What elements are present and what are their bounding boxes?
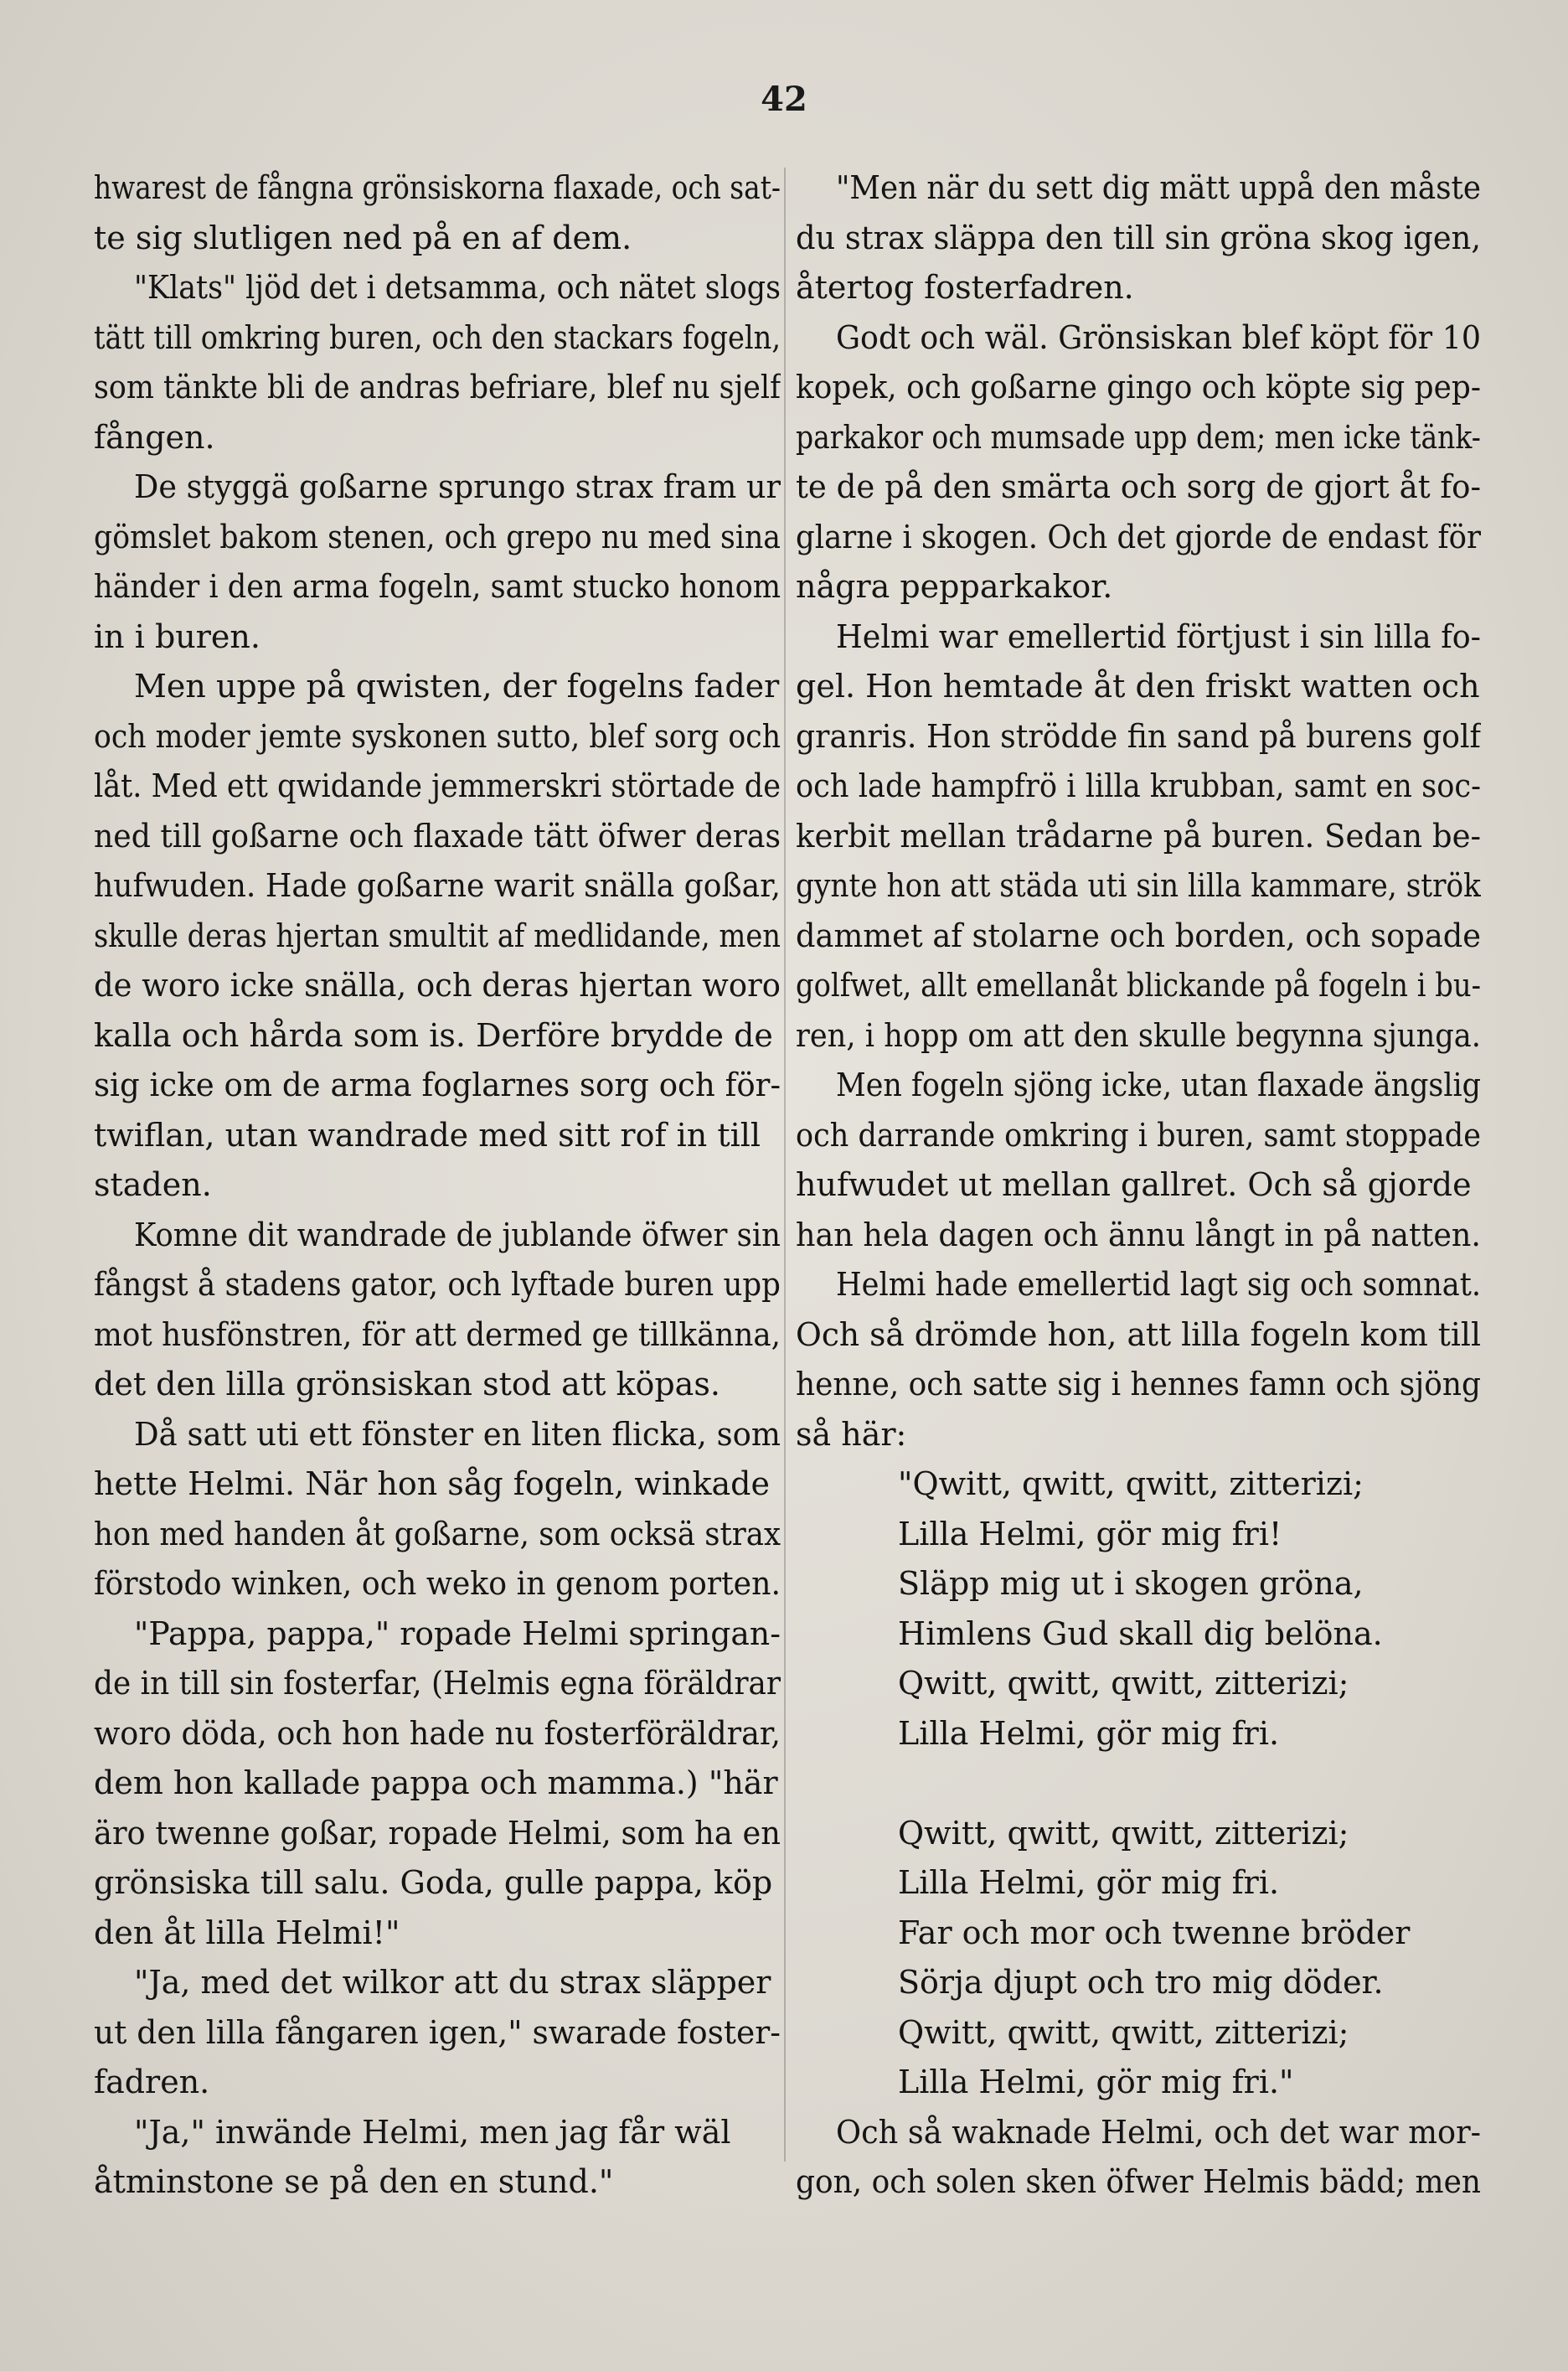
text-line: kalla och hårda som is. Derföre brydde de xyxy=(94,1016,773,1054)
text-line: han hela dagen och ännu långt in på natten. xyxy=(796,1216,1481,1253)
text-line: in i buren. xyxy=(94,617,260,655)
verse-line: Far och mor och twenne bröder xyxy=(898,1914,1411,1951)
column-divider xyxy=(784,168,786,2162)
text-line: woro döda, och hon hade nu fosterföräldrar, xyxy=(94,1714,781,1752)
text-line: sig icke om de arma foglarnes sorg och för- xyxy=(94,1067,781,1103)
text-line: golfwet, allt emellanåt blickande på fogeln i bu- xyxy=(796,967,1481,1004)
text-line: äro twenne goßar, ropade Helmi, som ha en xyxy=(94,1814,781,1852)
text-line: De styggä goßarne sprungo strax fram ur xyxy=(134,468,781,505)
text-line: ned till goßarne och flaxade tätt öfwer deras xyxy=(94,817,781,855)
verse-line: Lilla Helmi, gör mig fri. xyxy=(898,1864,1280,1901)
verse-line: "Qwitt, qwitt, qwitt, zitterizi; xyxy=(898,1465,1364,1502)
text-line: Och så waknade Helmi, och det war mor- xyxy=(836,2113,1481,2151)
text-line: twiflan, utan wandrade med sitt rof in till xyxy=(94,1116,761,1154)
text-line: staden. xyxy=(94,1166,212,1203)
text-line: låt. Med ett qwidande jemmerskri störtade de xyxy=(94,767,781,804)
verse-line: Sörja djupt och tro mig döder. xyxy=(898,1964,1384,2001)
text-line: te sig slutligen ned på en af dem. xyxy=(94,219,632,256)
text-line: som tänkte bli de andras befriare, blef nu sjelf xyxy=(94,369,781,405)
text-line: "Pappa, pappa," ropade Helmi springan- xyxy=(134,1614,781,1652)
text-line: de in till sin fosterfar, (Helmis egna föräldrar xyxy=(94,1665,781,1702)
text-line xyxy=(796,1759,1481,1809)
text-line: Godt och wäl. Grönsiskan blef köpt för 10 xyxy=(836,318,1481,356)
verse-line: Qwitt, qwitt, qwitt, zitterizi; xyxy=(898,1665,1349,1702)
text-line: och lade hampfrö i lilla krubban, samt en soc- xyxy=(796,767,1481,804)
text-line: Men uppe på qwisten, der fogelns fader xyxy=(134,668,780,705)
text-line: återtog fosterfadren. xyxy=(796,269,1134,306)
text-line: Då satt uti ett fönster en liten flicka, som xyxy=(134,1415,781,1453)
text-line: gömslet bakom stenen, och grepo nu med sina xyxy=(94,518,781,555)
text-line: gon, och solen sken öfwer Helmis bädd; men xyxy=(796,2163,1481,2200)
text-line: Komne dit wandrade de jublande öfwer sin xyxy=(134,1216,781,1253)
text-line: hon med handen åt goßarne, som ocksä strax xyxy=(94,1515,781,1552)
text-line: dammet af stolarne och borden, och sopade xyxy=(796,917,1481,954)
verse-line: Qwitt, qwitt, qwitt, zitterizi; xyxy=(898,2013,1349,2051)
text-line: granris. Hon strödde fin sand på burens golf xyxy=(796,717,1481,755)
text-line: "Ja," inwände Helmi, men jag får wäl xyxy=(134,2113,731,2151)
text-line: glarne i skogen. Och det gjorde de endast för xyxy=(796,518,1481,555)
page-number: 42 xyxy=(761,80,807,119)
text-line: "Men när du sett dig mätt uppå den måste xyxy=(836,169,1481,206)
text-line: skulle deras hjertan smultit af medlidande, men xyxy=(94,917,781,954)
text-line: henne, och satte sig i hennes famn och sjöng xyxy=(796,1366,1481,1402)
verse-line: Lilla Helmi, gör mig fri. xyxy=(898,1714,1280,1752)
text-line: "Ja, med det wilkor att du strax släpper xyxy=(134,1964,771,2001)
text-line: grönsiska till salu. Goda, gulle pappa, köp xyxy=(94,1864,773,1901)
left-column xyxy=(94,163,781,2208)
text-line: te de på den smärta och sorg de gjort åt fo- xyxy=(796,468,1481,505)
text-line: och darrande omkring i buren, samt stoppade xyxy=(796,1116,1481,1154)
text-line: gel. Hon hemtade åt den friskt watten och xyxy=(796,668,1480,705)
text-line: hufwudet ut mellan gallret. Och så gjorde xyxy=(796,1166,1472,1203)
verse-line: Himlens Gud skall dig belöna. xyxy=(898,1614,1383,1652)
text-line: mot husfönstren, för att dermed ge tillkänna, xyxy=(94,1315,781,1353)
text-line: hwarest de fångna grönsiskorna flaxade, och sat- xyxy=(94,169,781,206)
text-line: hufwuden. Hade goßarne warit snälla goßar, xyxy=(94,867,781,904)
text-line: så här: xyxy=(796,1415,907,1453)
text-line: fångst å stadens gator, och lyftade buren upp xyxy=(94,1266,781,1303)
text-line: fången. xyxy=(94,418,215,456)
text-line: den åt lilla Helmi!" xyxy=(94,1914,400,1951)
right-column xyxy=(796,163,1481,2208)
text-line: de woro icke snälla, och deras hjertan woro xyxy=(94,967,781,1004)
text-line: kopek, och goßarne gingo och köpte sig pep- xyxy=(796,369,1481,405)
text-line: Helmi war emellertid förtjust i sin lilla fo- xyxy=(836,617,1481,655)
text-line: fadren. xyxy=(94,2064,210,2100)
verse-line: Lilla Helmi, gör mig fri." xyxy=(898,2064,1294,2100)
text-line: Men fogeln sjöng icke, utan flaxade ängslig xyxy=(836,1067,1481,1103)
text-line: gynte hon att städa uti sin lilla kammare, strök xyxy=(796,867,1481,904)
text-line: Och så drömde hon, att lilla fogeln kom till xyxy=(796,1315,1481,1353)
text-line: åtminstone se på den en stund." xyxy=(94,2163,614,2200)
text-line: du strax släppa den till sin gröna skog igen, xyxy=(796,219,1481,256)
text-line: Helmi hade emellertid lagt sig och somnat. xyxy=(836,1266,1481,1303)
text-line: händer i den arma fogeln, samt stucko honom xyxy=(94,568,781,605)
text-line: kerbit mellan trådarne på buren. Sedan be- xyxy=(796,817,1481,855)
text-line: och moder jemte syskonen sutto, blef sorg och xyxy=(94,717,781,755)
text-line: hette Helmi. När hon såg fogeln, winkade xyxy=(94,1465,770,1502)
text-line: "Klats" ljöd det i detsamma, och nätet slogs xyxy=(134,269,781,306)
text-line: dem hon kallade pappa och mamma.) "här xyxy=(94,1764,778,1801)
verse-line: Lilla Helmi, gör mig fri! xyxy=(898,1515,1282,1552)
verse-line: Släpp mig ut i skogen gröna, xyxy=(898,1565,1364,1602)
text-line: tätt till omkring buren, och den stackars fogeln, xyxy=(94,318,781,356)
text-line: parkakor och mumsade upp dem; men icke tänk- xyxy=(796,418,1481,456)
text-line: några pepparkakor. xyxy=(796,568,1113,605)
text-line: ren, i hopp om att den skulle begynna sjunga. xyxy=(796,1016,1481,1054)
verse-line: Qwitt, qwitt, qwitt, zitterizi; xyxy=(898,1814,1349,1852)
text-line: det den lilla grönsiskan stod att köpas. xyxy=(94,1366,720,1402)
text-line: förstodo winken, och weko in genom porten. xyxy=(94,1565,781,1602)
text-line: ut den lilla fångaren igen," swarade foster- xyxy=(94,2013,781,2051)
